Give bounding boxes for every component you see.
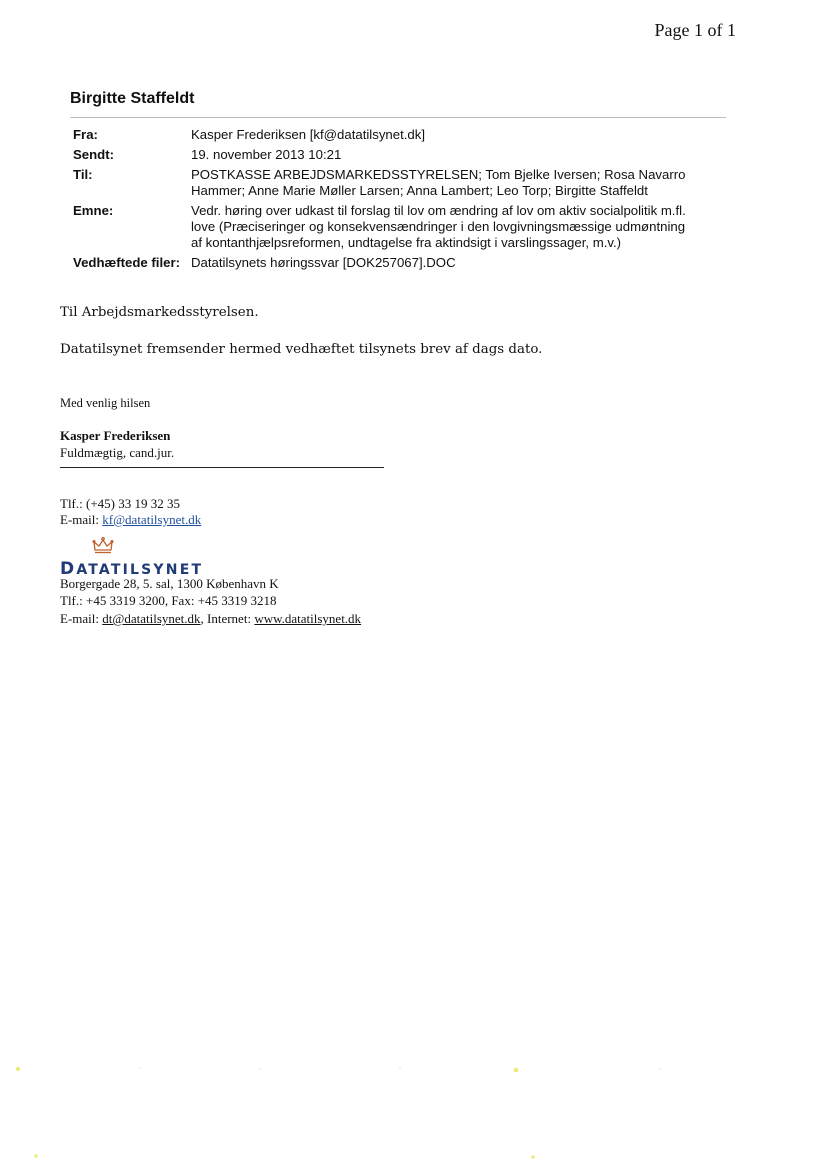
signer-email-link[interactable]: kf@datatilsynet.dk xyxy=(102,512,202,527)
to-value xyxy=(191,163,723,199)
org-contact-line xyxy=(60,611,361,627)
from-label: Fra: xyxy=(73,127,98,142)
org-email-link[interactable]: dt@datatilsynet.dk xyxy=(102,611,201,626)
to-label: Til: xyxy=(73,167,93,182)
from-value: Kasper Frederiksen [kf@datatilsynet.dk] xyxy=(191,127,426,142)
subject-line-2: love (Præciseringer og konsekvensændringer i den lovgivningsmæssige udmøntning xyxy=(191,219,686,234)
subject-label: Emne: xyxy=(73,203,114,218)
signer-name: Kasper Frederiksen xyxy=(60,428,171,443)
subject-value xyxy=(191,199,723,251)
to-line-2: Hammer; Anne Marie Møller Larsen; Anna Lambert; Leo Torp; Birgitte Staffeldt xyxy=(191,183,648,198)
brand-rest: ATATILSYNET xyxy=(76,562,204,578)
attachments-label: Vedhæftede filer: xyxy=(73,255,180,270)
sent-label: Sendt: xyxy=(73,147,115,162)
crown-icon xyxy=(92,537,114,555)
sent-row xyxy=(73,143,723,163)
salutation: Til Arbejdsmarkedsstyrelsen. xyxy=(60,305,259,320)
org-phone-fax: Tlf.: +45 3319 3200, Fax: +45 3319 3218 xyxy=(60,593,277,608)
signer-email-line xyxy=(60,512,201,528)
from-row xyxy=(73,127,723,143)
scan-specks xyxy=(0,1050,826,1169)
org-address: Borgergade 28, 5. sal, 1300 København K xyxy=(60,576,279,591)
signer-title: Fuldmægtig, cand.jur. xyxy=(60,445,175,460)
brand-initial: D xyxy=(60,559,77,579)
closing: Med venlig hilsen xyxy=(60,396,151,410)
attachments-value[interactable]: Datatilsynets høringssvar [DOK257067].DOC xyxy=(191,255,456,270)
signer-email-label: E-mail: xyxy=(60,512,103,527)
to-row xyxy=(73,163,723,199)
mailbox-owner-name: Birgitte Staffeldt xyxy=(70,90,195,107)
sent-value: 19. november 2013 10:21 xyxy=(191,147,342,162)
subject-row xyxy=(73,199,723,251)
to-line-1: POSTKASSE ARBEJDSMARKEDSSTYRELSEN; Tom Bjelke Iversen; Rosa Navarro xyxy=(191,167,686,182)
org-internet-label: , Internet: xyxy=(200,611,255,626)
subject-line-3: af kontanthjælpsreformen, undtagelse fra aktindsigt i varslingssager, m.v.) xyxy=(191,235,622,250)
signature-divider xyxy=(60,467,384,468)
org-website-link[interactable]: www.datatilsynet.dk xyxy=(254,611,362,626)
subject-line-1: Vedr. høring over udkast til forslag til lov om ændring af lov om aktiv socialpolitik m.fl. xyxy=(191,203,686,218)
body-paragraph: Datatilsynet fremsender hermed vedhæftet tilsynets brev af dags dato. xyxy=(60,342,543,357)
attachments-row xyxy=(73,251,723,271)
org-email-label: E-mail: xyxy=(60,611,103,626)
signer-phone: Tlf.: (+45) 33 19 32 35 xyxy=(60,496,180,511)
page-number: Page 1 of 1 xyxy=(654,20,736,40)
header-divider xyxy=(70,117,726,118)
email-header-table xyxy=(73,127,723,271)
